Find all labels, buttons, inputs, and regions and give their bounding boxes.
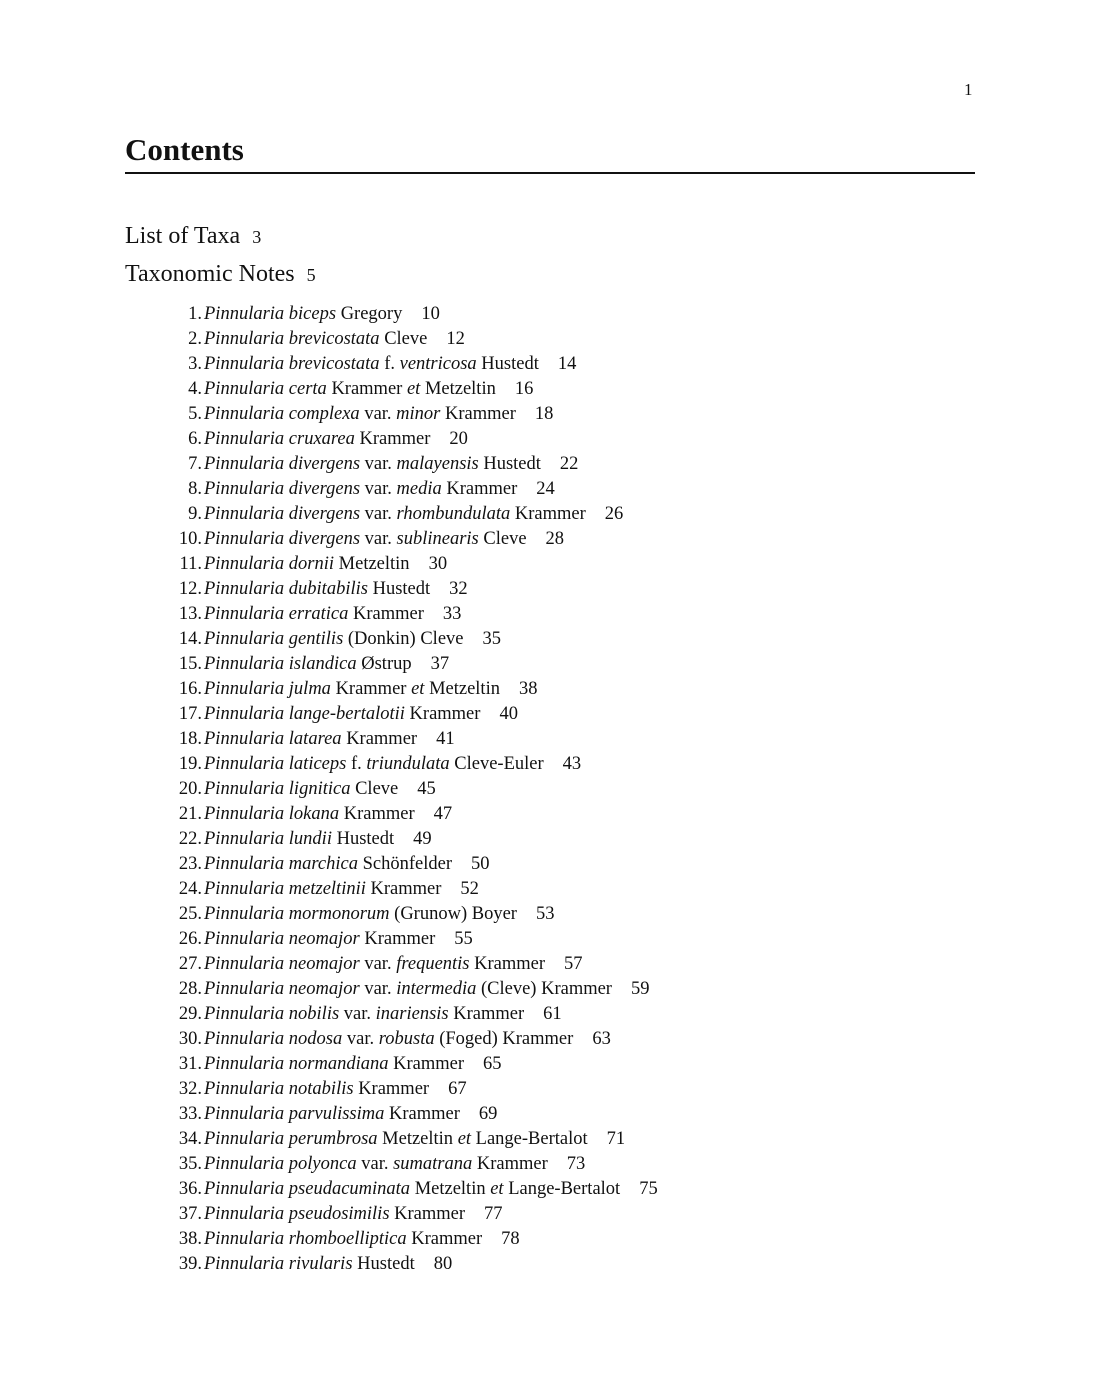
taxon-name-plain-part: Lange-Bertalot bbox=[503, 1179, 621, 1199]
taxon-name-italic-part: Pinnularia rivularis bbox=[204, 1254, 353, 1274]
taxon-entry[interactable] bbox=[168, 702, 658, 727]
taxon-name bbox=[204, 877, 441, 902]
taxon-name bbox=[204, 752, 544, 777]
taxon-number: 18. bbox=[178, 729, 202, 749]
taxon-name bbox=[204, 1202, 465, 1227]
taxon-name bbox=[204, 902, 517, 927]
taxon-number: 16. bbox=[178, 679, 202, 699]
taxon-number: 2. bbox=[188, 329, 202, 349]
taxon-name-plain-part: Østrup bbox=[356, 654, 412, 674]
taxon-name bbox=[204, 1252, 415, 1277]
taxon-page: 33 bbox=[442, 604, 462, 624]
taxon-page: 47 bbox=[433, 804, 453, 824]
taxon-entry[interactable] bbox=[168, 1052, 658, 1077]
taxon-number: 36. bbox=[178, 1179, 202, 1199]
taxon-name bbox=[204, 1027, 573, 1052]
taxon-name-plain-part: Krammer bbox=[469, 954, 546, 974]
taxon-entry[interactable] bbox=[168, 302, 658, 327]
taxon-name-italic-part: Pinnularia mormonorum bbox=[204, 904, 390, 924]
taxon-number: 33. bbox=[178, 1104, 202, 1124]
taxon-name bbox=[204, 602, 424, 627]
taxon-name-italic-part: Pinnularia biceps bbox=[204, 304, 337, 324]
taxon-entry[interactable] bbox=[168, 1177, 658, 1202]
taxon-entry[interactable] bbox=[168, 1202, 658, 1227]
taxon-name-italic-part: Pinnularia divergens bbox=[204, 454, 361, 474]
taxon-number: 35. bbox=[178, 1154, 202, 1174]
taxon-number: 14. bbox=[178, 629, 202, 649]
taxon-name-italic-part: frequentis bbox=[396, 954, 470, 974]
taxon-number: 30. bbox=[178, 1029, 202, 1049]
taxon-name bbox=[204, 527, 527, 552]
taxon-page: 26 bbox=[604, 504, 624, 524]
taxon-page: 73 bbox=[566, 1154, 586, 1174]
taxon-name bbox=[204, 727, 417, 752]
taxon-entry[interactable] bbox=[168, 927, 658, 952]
taxon-entry[interactable] bbox=[168, 1127, 658, 1152]
taxon-name bbox=[204, 652, 412, 677]
taxon-name-plain-part: Metzeltin bbox=[424, 679, 500, 699]
taxon-name-plain-part: Krammer bbox=[388, 1054, 465, 1074]
taxon-name-italic-part: Pinnularia nobilis bbox=[204, 1004, 340, 1024]
taxon-page: 35 bbox=[482, 629, 501, 649]
taxon-name-plain-part: Metzeltin bbox=[420, 379, 496, 399]
taxon-entry[interactable] bbox=[168, 1102, 658, 1127]
taxon-name-plain-part: Krammer bbox=[365, 879, 442, 899]
taxon-name bbox=[204, 677, 500, 702]
taxon-entry[interactable] bbox=[168, 1077, 658, 1102]
taxon-page: 28 bbox=[545, 529, 565, 549]
taxon-entry[interactable] bbox=[168, 852, 658, 877]
taxon-name-plain-part: var. bbox=[360, 479, 397, 499]
taxon-page: 32 bbox=[449, 579, 468, 599]
taxon-name bbox=[204, 827, 394, 852]
taxon-number: 25. bbox=[178, 904, 202, 924]
taxon-name-plain-part: Krammer bbox=[472, 1154, 548, 1174]
taxon-page: 61 bbox=[543, 1004, 562, 1024]
taxon-number: 38. bbox=[178, 1229, 202, 1249]
taxon-number: 9. bbox=[188, 504, 202, 524]
taxon-number: 37. bbox=[178, 1204, 202, 1224]
taxon-name-plain-part: Krammer bbox=[510, 504, 586, 524]
taxon-name-plain-part: Krammer bbox=[406, 1229, 483, 1249]
taxon-name-italic-part: Pinnularia erratica bbox=[204, 604, 349, 624]
taxon-name-plain-part: (Donkin) Cleve bbox=[343, 629, 464, 649]
taxon-name bbox=[204, 702, 480, 727]
taxon-name-plain-part: Metzeltin bbox=[410, 1179, 491, 1199]
taxon-name-plain-part: Krammer bbox=[359, 929, 436, 949]
taxon-name-italic-part: Pinnularia polyonca bbox=[204, 1154, 357, 1174]
taxon-name-italic-part: et bbox=[457, 1129, 472, 1149]
taxon-number: 27. bbox=[178, 954, 202, 974]
taxon-page: 57 bbox=[564, 954, 583, 974]
taxon-entry[interactable] bbox=[168, 877, 658, 902]
taxon-name-italic-part: Pinnularia normandiana bbox=[204, 1054, 389, 1074]
taxon-name-plain-part: Krammer bbox=[404, 704, 481, 724]
taxon-name-plain-part: (Foged) Krammer bbox=[434, 1029, 574, 1049]
taxon-name-italic-part: media bbox=[396, 479, 442, 499]
taxon-entry[interactable] bbox=[168, 477, 658, 502]
taxon-entry[interactable] bbox=[168, 777, 658, 802]
taxon-name-italic-part: et bbox=[490, 1179, 504, 1199]
taxon-entry[interactable] bbox=[168, 602, 658, 627]
taxon-name bbox=[204, 552, 410, 577]
page-title: Contents bbox=[125, 132, 244, 167]
taxon-page: 63 bbox=[592, 1029, 611, 1049]
taxon-name-italic-part: Pinnularia divergens bbox=[204, 479, 361, 499]
taxon-name-plain-part: var. bbox=[359, 404, 397, 424]
taxon-name-italic-part: ventricosa bbox=[399, 354, 477, 374]
taxon-page: 50 bbox=[471, 854, 490, 874]
taxon-page: 22 bbox=[559, 454, 579, 474]
toc-entry-taxonomic-notes[interactable] bbox=[125, 256, 316, 294]
taxon-name-italic-part: Pinnularia gentilis bbox=[204, 629, 344, 649]
taxon-entry[interactable] bbox=[168, 452, 658, 477]
taxon-name-plain-part: Gregory bbox=[336, 304, 403, 324]
taxon-name-plain-part: Krammer bbox=[326, 379, 407, 399]
taxon-number: 21. bbox=[178, 804, 202, 824]
taxon-name-italic-part: Pinnularia dubitabilis bbox=[204, 579, 368, 599]
taxon-number: 19. bbox=[178, 754, 202, 774]
taxon-name bbox=[204, 852, 452, 877]
taxon-name-italic-part: Pinnularia metzeltinii bbox=[204, 879, 366, 899]
taxon-entry[interactable] bbox=[168, 427, 658, 452]
taxon-page: 78 bbox=[501, 1229, 520, 1249]
taxon-name bbox=[204, 377, 496, 402]
taxon-name-italic-part: sublinearis bbox=[396, 529, 479, 549]
taxon-name-plain-part: Metzeltin bbox=[334, 554, 410, 574]
taxon-name bbox=[204, 927, 435, 952]
taxon-number: 23. bbox=[178, 854, 202, 874]
taxon-name-plain-part: Krammer bbox=[354, 429, 431, 449]
taxon-name-italic-part: Pinnularia perumbrosa bbox=[204, 1129, 378, 1149]
taxon-entry[interactable] bbox=[168, 1027, 658, 1052]
taxon-name-italic-part: intermedia bbox=[396, 979, 477, 999]
taxon-page: 18 bbox=[534, 404, 554, 424]
taxon-name bbox=[204, 977, 612, 1002]
taxon-name-plain-part: Cleve bbox=[379, 329, 428, 349]
taxon-name bbox=[204, 952, 545, 977]
taxon-entry[interactable] bbox=[168, 377, 658, 402]
taxon-name-italic-part: Pinnularia cruxarea bbox=[204, 429, 355, 449]
taxon-name-plain-part: Hustedt bbox=[476, 354, 539, 374]
taxon-name-plain-part: f. bbox=[379, 354, 400, 374]
taxon-name-plain-part: Krammer bbox=[441, 479, 518, 499]
taxon-name-italic-part: Pinnularia lange-bertalotii bbox=[204, 704, 405, 724]
toc-entry-title: List of Taxa bbox=[125, 223, 241, 249]
top-level-entries bbox=[125, 218, 316, 294]
taxon-name bbox=[204, 1152, 548, 1177]
taxon-page: 67 bbox=[448, 1079, 467, 1099]
taxon-page: 77 bbox=[484, 1204, 503, 1224]
taxon-name-plain-part: Krammer bbox=[384, 1104, 460, 1124]
taxon-entry[interactable] bbox=[168, 677, 658, 702]
taxon-page: 14 bbox=[557, 354, 577, 374]
taxon-name-plain-part: var. bbox=[360, 504, 397, 524]
taxon-name-plain-part: var. bbox=[360, 529, 397, 549]
taxon-page: 80 bbox=[433, 1254, 453, 1274]
taxon-name-italic-part: robusta bbox=[378, 1029, 435, 1049]
taxon-number: 5. bbox=[188, 404, 202, 424]
taxon-name bbox=[204, 452, 541, 477]
taxon-name-italic-part: Pinnularia dornii bbox=[204, 554, 335, 574]
taxon-name-plain-part: Krammer bbox=[448, 1004, 525, 1024]
taxon-number: 8. bbox=[188, 479, 202, 499]
taxon-name-plain-part: Metzeltin bbox=[377, 1129, 458, 1149]
taxon-name-italic-part: et bbox=[406, 379, 421, 399]
taxon-name-plain-part: Krammer bbox=[348, 604, 424, 624]
taxon-entry[interactable] bbox=[168, 1002, 658, 1027]
taxon-name-plain-part: Krammer bbox=[353, 1079, 430, 1099]
taxon-entry[interactable] bbox=[168, 1227, 658, 1252]
taxon-entry[interactable] bbox=[168, 502, 658, 527]
taxon-name-plain-part: Hustedt bbox=[352, 1254, 415, 1274]
taxon-name-plain-part: var. bbox=[359, 954, 397, 974]
taxon-entry[interactable] bbox=[168, 352, 658, 377]
taxon-entry[interactable] bbox=[168, 1152, 658, 1177]
taxon-page: 24 bbox=[536, 479, 555, 499]
taxon-name-italic-part: Pinnularia nodosa bbox=[204, 1029, 343, 1049]
taxon-name-italic-part: Pinnularia neomajor bbox=[204, 979, 360, 999]
taxon-page: 65 bbox=[483, 1054, 502, 1074]
taxon-number: 20. bbox=[178, 779, 202, 799]
taxon-page: 12 bbox=[446, 329, 465, 349]
toc-entry-title: Taxonomic Notes bbox=[125, 261, 295, 287]
taxon-number: 17. bbox=[178, 704, 202, 724]
taxon-name-italic-part: triundulata bbox=[366, 754, 450, 774]
taxon-entry[interactable] bbox=[168, 902, 658, 927]
taxon-number: 29. bbox=[178, 1004, 202, 1024]
taxon-entry[interactable] bbox=[168, 952, 658, 977]
taxon-name-plain-part: Krammer bbox=[330, 679, 412, 699]
taxon-number: 39. bbox=[178, 1254, 202, 1274]
taxon-number: 3. bbox=[188, 354, 202, 374]
taxon-name-plain-part: Hustedt bbox=[367, 579, 431, 599]
taxon-number: 7. bbox=[188, 454, 202, 474]
taxon-name-italic-part: Pinnularia parvulissima bbox=[204, 1104, 385, 1124]
toc-entry-list-of-taxa[interactable] bbox=[125, 218, 316, 256]
taxon-name bbox=[204, 802, 415, 827]
taxon-name bbox=[204, 1127, 588, 1152]
taxon-name-italic-part: Pinnularia latarea bbox=[204, 729, 342, 749]
taxon-name bbox=[204, 1002, 524, 1027]
taxon-name-italic-part: Pinnularia pseudacuminata bbox=[204, 1179, 411, 1199]
taxon-page: 40 bbox=[499, 704, 518, 724]
taxon-name-italic-part: Pinnularia lignitica bbox=[204, 779, 351, 799]
taxon-page: 69 bbox=[478, 1104, 498, 1124]
taxon-number: 13. bbox=[178, 604, 202, 624]
taxon-number: 22. bbox=[178, 829, 202, 849]
taxon-page: 45 bbox=[417, 779, 436, 799]
taxon-name-italic-part: Pinnularia brevicostata bbox=[204, 329, 380, 349]
taxon-name-italic-part: Pinnularia laticeps bbox=[204, 754, 347, 774]
taxon-name bbox=[204, 777, 398, 802]
taxon-name-italic-part: Pinnularia neomajor bbox=[204, 954, 360, 974]
taxon-number: 4. bbox=[188, 379, 202, 399]
taxon-name-plain-part: Hustedt bbox=[331, 829, 395, 849]
taxon-number: 10. bbox=[178, 529, 202, 549]
taxon-name bbox=[204, 627, 464, 652]
taxon-name-italic-part: Pinnularia neomajor bbox=[204, 929, 360, 949]
taxon-page: 41 bbox=[436, 729, 455, 749]
taxon-page: 49 bbox=[413, 829, 432, 849]
taxon-name bbox=[204, 577, 430, 602]
taxon-name-italic-part: Pinnularia divergens bbox=[204, 529, 361, 549]
taxon-name-italic-part: et bbox=[411, 679, 425, 699]
taxon-name bbox=[204, 302, 402, 327]
taxon-name-italic-part: Pinnularia divergens bbox=[204, 504, 361, 524]
taxon-name bbox=[204, 1102, 460, 1127]
taxon-page: 43 bbox=[562, 754, 582, 774]
taxon-name bbox=[204, 477, 517, 502]
toc-entry-page: 3 bbox=[252, 227, 262, 247]
page-number: 1 bbox=[964, 80, 973, 99]
taxon-entry[interactable] bbox=[168, 977, 658, 1002]
taxon-name-italic-part: Pinnularia rhomboelliptica bbox=[204, 1229, 407, 1249]
taxon-name bbox=[204, 502, 586, 527]
taxon-name-plain-part: Krammer bbox=[341, 729, 418, 749]
taxon-name-plain-part: f. bbox=[346, 754, 367, 774]
taxon-name bbox=[204, 402, 516, 427]
taxon-name bbox=[204, 427, 430, 452]
taxon-name-italic-part: malayensis bbox=[396, 454, 479, 474]
taxon-entry[interactable] bbox=[168, 552, 658, 577]
taxon-name-italic-part: Pinnularia lokana bbox=[204, 804, 340, 824]
taxon-name-plain-part: var. bbox=[342, 1029, 379, 1049]
taxon-entry[interactable] bbox=[168, 827, 658, 852]
toc-entry-page: 5 bbox=[306, 265, 316, 285]
taxon-name-plain-part: var. bbox=[339, 1004, 376, 1024]
taxon-number: 1. bbox=[188, 304, 202, 324]
taxon-entry[interactable] bbox=[168, 327, 658, 352]
taxon-name-italic-part: minor bbox=[396, 404, 441, 424]
taxon-page: 52 bbox=[460, 879, 479, 899]
taxon-name-plain-part: Krammer bbox=[339, 804, 415, 824]
taxon-name-italic-part: Pinnularia notabilis bbox=[204, 1079, 354, 1099]
taxa-list bbox=[168, 302, 658, 1277]
taxon-number: 6. bbox=[188, 429, 202, 449]
taxon-name-italic-part: Pinnularia brevicostata bbox=[204, 354, 380, 374]
taxon-number: 32. bbox=[178, 1079, 202, 1099]
taxon-name-plain-part: Hustedt bbox=[478, 454, 541, 474]
taxon-entry[interactable] bbox=[168, 577, 658, 602]
taxon-entry[interactable] bbox=[168, 752, 658, 777]
taxon-entry[interactable] bbox=[168, 527, 658, 552]
taxon-entry[interactable] bbox=[168, 802, 658, 827]
taxon-name-italic-part: Pinnularia certa bbox=[204, 379, 327, 399]
taxon-number: 31. bbox=[178, 1054, 202, 1074]
taxon-page: 38 bbox=[518, 679, 538, 699]
taxon-page: 71 bbox=[606, 1129, 626, 1149]
taxon-name-plain-part: var. bbox=[356, 1154, 394, 1174]
taxon-name-italic-part: Pinnularia islandica bbox=[204, 654, 357, 674]
taxon-name-plain-part: var. bbox=[359, 979, 397, 999]
taxon-number: 12. bbox=[178, 579, 202, 599]
taxon-name-plain-part: Lange-Bertalot bbox=[471, 1129, 588, 1149]
taxon-name-plain-part: Krammer bbox=[440, 404, 516, 424]
taxon-name-italic-part: Pinnularia complexa bbox=[204, 404, 360, 424]
taxon-name bbox=[204, 1052, 464, 1077]
taxon-name-plain-part: var. bbox=[360, 454, 397, 474]
taxon-name-plain-part: (Cleve) Krammer bbox=[476, 979, 612, 999]
contents-heading bbox=[125, 132, 975, 174]
taxon-entry[interactable] bbox=[168, 627, 658, 652]
taxon-name-italic-part: sumatrana bbox=[393, 1154, 473, 1174]
taxon-name-plain-part: Cleve bbox=[350, 779, 399, 799]
taxon-page: 10 bbox=[421, 304, 440, 324]
taxon-name bbox=[204, 1227, 482, 1252]
taxon-page: 30 bbox=[428, 554, 448, 574]
taxon-name-italic-part: Pinnularia pseudosimilis bbox=[204, 1204, 390, 1224]
taxon-name-plain-part: (Grunow) Boyer bbox=[389, 904, 517, 924]
taxon-page: 55 bbox=[454, 929, 473, 949]
taxon-number: 15. bbox=[178, 654, 202, 674]
taxon-entry[interactable] bbox=[168, 652, 658, 677]
taxon-number: 26. bbox=[178, 929, 202, 949]
taxon-number: 24. bbox=[178, 879, 202, 899]
taxon-name-italic-part: Pinnularia julma bbox=[204, 679, 331, 699]
taxon-name-italic-part: rhombundulata bbox=[396, 504, 511, 524]
taxon-name-italic-part: Pinnularia lundii bbox=[204, 829, 332, 849]
taxon-number: 28. bbox=[178, 979, 202, 999]
taxon-name bbox=[204, 1177, 620, 1202]
taxon-page: 20 bbox=[449, 429, 468, 449]
taxon-name bbox=[204, 1077, 429, 1102]
taxon-page: 59 bbox=[630, 979, 650, 999]
taxon-name bbox=[204, 352, 539, 377]
taxon-page: 37 bbox=[430, 654, 450, 674]
taxon-name-plain-part: Cleve bbox=[478, 529, 527, 549]
taxon-entry[interactable] bbox=[168, 1252, 658, 1277]
taxon-name-plain-part: Cleve-Euler bbox=[449, 754, 544, 774]
taxon-entry[interactable] bbox=[168, 727, 658, 752]
taxon-name-plain-part: Schönfelder bbox=[357, 854, 452, 874]
taxon-page: 75 bbox=[639, 1179, 658, 1199]
taxon-name-plain-part: Krammer bbox=[389, 1204, 466, 1224]
taxon-name-italic-part: Pinnularia marchica bbox=[204, 854, 358, 874]
taxon-name bbox=[204, 327, 427, 352]
taxon-page: 16 bbox=[514, 379, 534, 399]
taxon-entry[interactable] bbox=[168, 402, 658, 427]
taxon-number: 34. bbox=[178, 1129, 202, 1149]
taxon-page: 53 bbox=[535, 904, 555, 924]
taxon-number: 11. bbox=[179, 554, 202, 574]
taxon-name-italic-part: inariensis bbox=[375, 1004, 449, 1024]
